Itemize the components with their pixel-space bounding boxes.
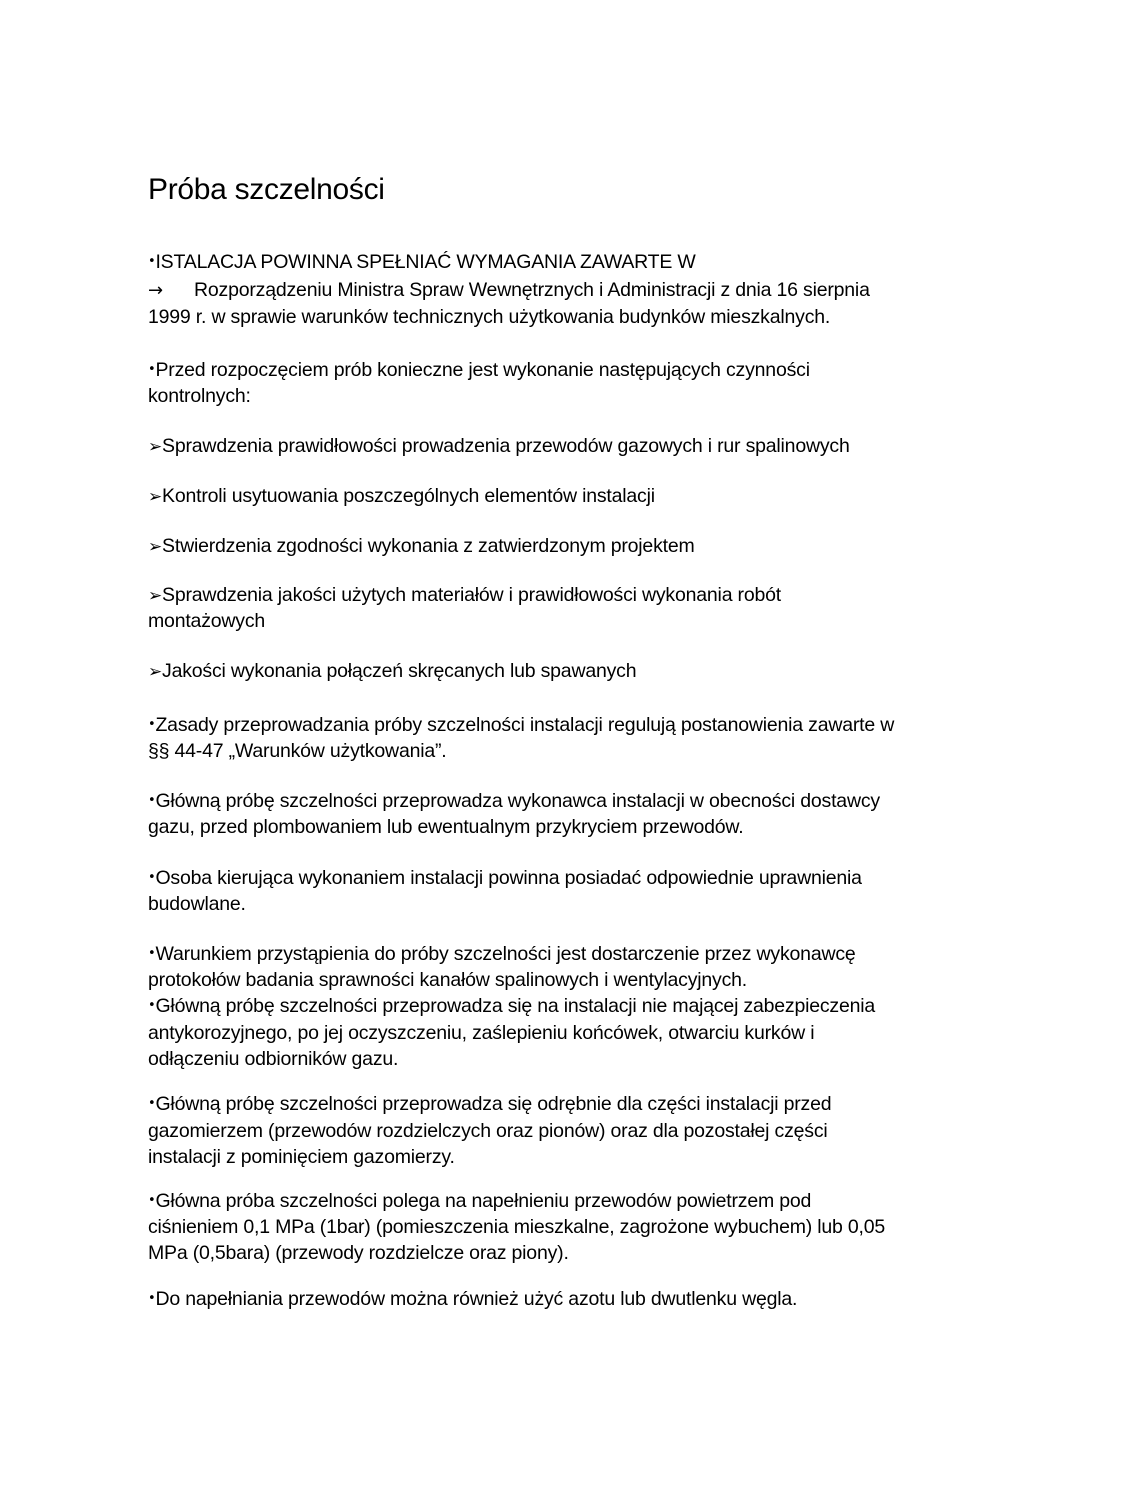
text-line: gazu, przed plombowaniem lub ewentualnym przykryciem przewodów. <box>148 816 744 838</box>
bullet-icon: • <box>148 254 156 269</box>
text-line: → Rozporządzeniu Ministra Spraw Wewnętrznych i Administracji z dnia 16 sierpnia <box>148 277 870 304</box>
chevron-bullet-icon: ➢ <box>148 586 163 606</box>
text-line: kontrolnych: <box>148 385 251 407</box>
text-line: ➢Kontroli usytuowania poszczególnych elementów instalacji <box>148 483 655 510</box>
chevron-bullet-icon: ➢ <box>148 437 163 457</box>
text-line: •Główna próba szczelności polega na napełnieniu przewodów powietrzem pod <box>148 1190 812 1212</box>
chevron-bullet-icon: ➢ <box>148 487 163 507</box>
text-line: budowlane. <box>148 893 246 915</box>
text-line: •Osoba kierująca wykonaniem instalacji powinna posiadać odpowiednie uprawnienia <box>148 867 862 889</box>
chevron-bullet-icon: ➢ <box>148 662 163 682</box>
text-line: •Główną próbę szczelności przeprowadza się na instalacji nie mającej zabezpieczenia <box>148 995 876 1017</box>
document-page <box>148 0 988 1500</box>
text-line: •Przed rozpoczęciem prób konieczne jest wykonanie następujących czynności <box>148 359 810 381</box>
text-line: ➢Jakości wykonania połączeń skręcanych lub spawanych <box>148 658 636 685</box>
text-line: ➢Stwierdzenia zgodności wykonania z zatwierdzonym projektem <box>148 533 695 560</box>
text-line: •ISTALACJA POWINNA SPEŁNIAĆ WYMAGANIA ZAWARTE W <box>148 251 696 273</box>
bullet-icon: • <box>148 1291 156 1306</box>
text-line: •Warunkiem przystąpienia do próby szczelności jest dostarczenie przez wykonawcę <box>148 943 856 965</box>
page-title: Próba szczelności <box>148 173 385 206</box>
bullet-icon: • <box>148 870 156 885</box>
bullet-icon: • <box>148 793 156 808</box>
text-line: odłączeniu odbiorników gazu. <box>148 1048 399 1070</box>
text-line: MPa (0,5bara) (przewody rozdzielcze oraz piony). <box>148 1242 569 1264</box>
text-line: •Do napełniania przewodów można również użyć azotu lub dwutlenku węgla. <box>148 1288 798 1310</box>
bullet-icon: • <box>148 1096 156 1111</box>
arrow-right-icon: → <box>148 280 163 301</box>
text-line: ciśnieniem 0,1 MPa (1bar) (pomieszczenia mieszkalne, zagrożone wybuchem) lub 0,05 <box>148 1216 886 1238</box>
bullet-icon: • <box>148 998 156 1013</box>
text-line: ➢Sprawdzenia jakości użytych materiałów i prawidłowości wykonania robót <box>148 582 781 609</box>
text-line: protokołów badania sprawności kanałów spalinowych i wentylacyjnych. <box>148 969 748 991</box>
text-line: instalacji z pominięciem gazomierzy. <box>148 1146 455 1168</box>
bullet-icon: • <box>148 362 156 377</box>
text-line: montażowych <box>148 610 266 632</box>
text-line: ➢Sprawdzenia prawidłowości prowadzenia przewodów gazowych i rur spalinowych <box>148 433 850 460</box>
text-line: §§ 44-47 „Warunków użytkowania”. <box>148 740 447 762</box>
bullet-icon: • <box>148 1193 156 1208</box>
text-line: gazomierzem (przewodów rozdzielczych oraz pionów) oraz dla pozostałej części <box>148 1120 828 1142</box>
text-line: •Główną próbę szczelności przeprowadza wykonawca instalacji w obecności dostawcy <box>148 790 880 812</box>
text-line: 1999 r. w sprawie warunków technicznych użytkowania budynków mieszkalnych. <box>148 306 831 328</box>
bullet-icon: • <box>148 946 156 961</box>
text-line: •Zasady przeprowadzania próby szczelności instalacji regulują postanowienia zawarte w <box>148 714 895 736</box>
chevron-bullet-icon: ➢ <box>148 537 163 557</box>
bullet-icon: • <box>148 717 156 732</box>
text-line: antykorozyjnego, po jej oczyszczeniu, zaślepieniu końcówek, otwarciu kurków i <box>148 1022 815 1044</box>
text-line: •Główną próbę szczelności przeprowadza się odrębnie dla części instalacji przed <box>148 1093 832 1115</box>
